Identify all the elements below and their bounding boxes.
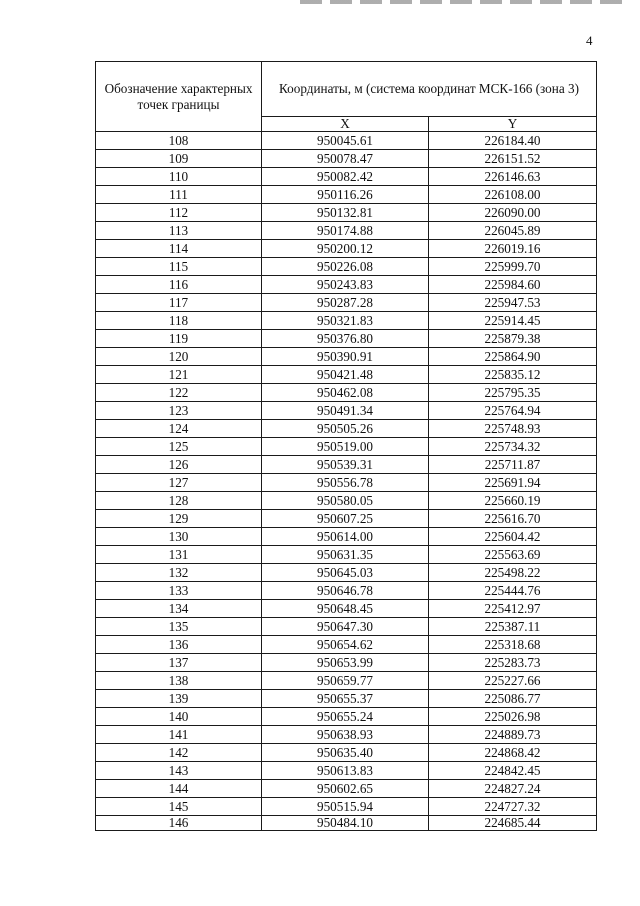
x-coordinate-cell: 950200.12 bbox=[262, 240, 429, 258]
page-number: 4 bbox=[586, 33, 593, 48]
point-id-cell: 145 bbox=[96, 798, 262, 816]
table-row bbox=[96, 276, 597, 294]
x-coordinate-cell: 950505.26 bbox=[262, 420, 429, 438]
table-row bbox=[96, 258, 597, 276]
y-coordinate-cell: 225947.53 bbox=[429, 294, 597, 312]
table-row bbox=[96, 456, 597, 474]
x-coordinate-cell: 950421.48 bbox=[262, 366, 429, 384]
table-row bbox=[96, 654, 597, 672]
point-id-cell: 114 bbox=[96, 240, 262, 258]
coordinates-table bbox=[95, 61, 597, 831]
table-row bbox=[96, 672, 597, 690]
x-coordinate-cell: 950287.28 bbox=[262, 294, 429, 312]
point-id-cell: 139 bbox=[96, 690, 262, 708]
point-id-cell: 128 bbox=[96, 492, 262, 510]
table-row bbox=[96, 186, 597, 204]
point-id-cell: 122 bbox=[96, 384, 262, 402]
point-id-cell: 121 bbox=[96, 366, 262, 384]
table-row bbox=[96, 582, 597, 600]
x-coordinate-cell: 950045.61 bbox=[262, 132, 429, 150]
table-row bbox=[96, 384, 597, 402]
x-coordinate-cell: 950376.80 bbox=[262, 330, 429, 348]
y-coordinate-cell: 225318.68 bbox=[429, 636, 597, 654]
y-coordinate-cell: 225734.32 bbox=[429, 438, 597, 456]
table-row bbox=[96, 564, 597, 582]
x-coordinate-cell: 950580.05 bbox=[262, 492, 429, 510]
x-coordinate-cell: 950655.24 bbox=[262, 708, 429, 726]
y-coordinate-cell: 224868.42 bbox=[429, 744, 597, 762]
point-id-cell: 137 bbox=[96, 654, 262, 672]
y-coordinate-cell: 225748.93 bbox=[429, 420, 597, 438]
table-row bbox=[96, 330, 597, 348]
x-coordinate-cell: 950647.30 bbox=[262, 618, 429, 636]
table-row bbox=[96, 240, 597, 258]
table-row bbox=[96, 402, 597, 420]
table-body bbox=[96, 132, 597, 831]
point-id-cell: 140 bbox=[96, 708, 262, 726]
x-coordinate-cell: 950654.62 bbox=[262, 636, 429, 654]
y-coordinate-cell: 225764.94 bbox=[429, 402, 597, 420]
table-row bbox=[96, 366, 597, 384]
y-coordinate-cell: 225691.94 bbox=[429, 474, 597, 492]
table-row bbox=[96, 132, 597, 150]
scan-artifact bbox=[300, 0, 630, 4]
x-coordinate-cell: 950462.08 bbox=[262, 384, 429, 402]
point-id-cell: 127 bbox=[96, 474, 262, 492]
x-column-header: X bbox=[262, 117, 429, 132]
point-id-cell: 146 bbox=[96, 816, 262, 831]
point-id-cell: 118 bbox=[96, 312, 262, 330]
table-row bbox=[96, 528, 597, 546]
coordinates-column-header: Координаты, м (система координат МСК-166 (зона 3) bbox=[262, 62, 597, 117]
table-row bbox=[96, 348, 597, 366]
point-id-cell: 134 bbox=[96, 600, 262, 618]
x-coordinate-cell: 950226.08 bbox=[262, 258, 429, 276]
point-id-cell: 124 bbox=[96, 420, 262, 438]
y-coordinate-cell: 226090.00 bbox=[429, 204, 597, 222]
point-id-cell: 109 bbox=[96, 150, 262, 168]
point-id-cell: 116 bbox=[96, 276, 262, 294]
table-row bbox=[96, 222, 597, 240]
y-coordinate-cell: 224685.44 bbox=[429, 816, 597, 831]
x-coordinate-cell: 950659.77 bbox=[262, 672, 429, 690]
point-id-cell: 130 bbox=[96, 528, 262, 546]
x-coordinate-cell: 950390.91 bbox=[262, 348, 429, 366]
x-coordinate-cell: 950174.88 bbox=[262, 222, 429, 240]
x-coordinate-cell: 950519.00 bbox=[262, 438, 429, 456]
y-coordinate-cell: 225227.66 bbox=[429, 672, 597, 690]
y-coordinate-cell: 225026.98 bbox=[429, 708, 597, 726]
point-id-cell: 136 bbox=[96, 636, 262, 654]
y-coordinate-cell: 225999.70 bbox=[429, 258, 597, 276]
table-row bbox=[96, 816, 597, 831]
y-coordinate-cell: 226045.89 bbox=[429, 222, 597, 240]
point-id-cell: 142 bbox=[96, 744, 262, 762]
table-row bbox=[96, 780, 597, 798]
table-row bbox=[96, 636, 597, 654]
x-coordinate-cell: 950491.34 bbox=[262, 402, 429, 420]
x-coordinate-cell: 950646.78 bbox=[262, 582, 429, 600]
point-id-cell: 117 bbox=[96, 294, 262, 312]
point-id-cell: 123 bbox=[96, 402, 262, 420]
table-row bbox=[96, 294, 597, 312]
x-coordinate-cell: 950556.78 bbox=[262, 474, 429, 492]
table-row bbox=[96, 474, 597, 492]
x-coordinate-cell: 950082.42 bbox=[262, 168, 429, 186]
y-coordinate-cell: 225914.45 bbox=[429, 312, 597, 330]
x-coordinate-cell: 950116.26 bbox=[262, 186, 429, 204]
table-header-row bbox=[96, 62, 597, 117]
point-id-cell: 135 bbox=[96, 618, 262, 636]
table-row bbox=[96, 744, 597, 762]
y-coordinate-cell: 224827.24 bbox=[429, 780, 597, 798]
point-id-cell: 131 bbox=[96, 546, 262, 564]
y-coordinate-cell: 225984.60 bbox=[429, 276, 597, 294]
x-coordinate-cell: 950638.93 bbox=[262, 726, 429, 744]
point-id-cell: 143 bbox=[96, 762, 262, 780]
table-row bbox=[96, 618, 597, 636]
point-column-header: Обозначение характерных точек границы bbox=[96, 62, 262, 132]
table-row bbox=[96, 420, 597, 438]
table-row bbox=[96, 510, 597, 528]
y-coordinate-cell: 224727.32 bbox=[429, 798, 597, 816]
x-coordinate-cell: 950321.83 bbox=[262, 312, 429, 330]
point-id-cell: 113 bbox=[96, 222, 262, 240]
y-coordinate-cell: 226019.16 bbox=[429, 240, 597, 258]
y-coordinate-cell: 225498.22 bbox=[429, 564, 597, 582]
table-row bbox=[96, 798, 597, 816]
y-coordinate-cell: 226108.00 bbox=[429, 186, 597, 204]
point-id-cell: 129 bbox=[96, 510, 262, 528]
y-coordinate-cell: 225444.76 bbox=[429, 582, 597, 600]
x-coordinate-cell: 950614.00 bbox=[262, 528, 429, 546]
y-coordinate-cell: 225283.73 bbox=[429, 654, 597, 672]
x-coordinate-cell: 950613.83 bbox=[262, 762, 429, 780]
point-id-cell: 133 bbox=[96, 582, 262, 600]
x-coordinate-cell: 950635.40 bbox=[262, 744, 429, 762]
point-id-cell: 138 bbox=[96, 672, 262, 690]
point-id-cell: 108 bbox=[96, 132, 262, 150]
y-coordinate-cell: 226146.63 bbox=[429, 168, 597, 186]
table-row bbox=[96, 438, 597, 456]
y-coordinate-cell: 226184.40 bbox=[429, 132, 597, 150]
table-row bbox=[96, 150, 597, 168]
table-row bbox=[96, 204, 597, 222]
y-coordinate-cell: 225604.42 bbox=[429, 528, 597, 546]
table-row bbox=[96, 726, 597, 744]
table-row bbox=[96, 492, 597, 510]
x-coordinate-cell: 950515.94 bbox=[262, 798, 429, 816]
x-coordinate-cell: 950539.31 bbox=[262, 456, 429, 474]
x-coordinate-cell: 950645.03 bbox=[262, 564, 429, 582]
point-id-cell: 115 bbox=[96, 258, 262, 276]
y-coordinate-cell: 225864.90 bbox=[429, 348, 597, 366]
x-coordinate-cell: 950078.47 bbox=[262, 150, 429, 168]
point-id-cell: 119 bbox=[96, 330, 262, 348]
table-row bbox=[96, 708, 597, 726]
y-coordinate-cell: 225412.97 bbox=[429, 600, 597, 618]
table-header bbox=[96, 62, 597, 132]
point-id-cell: 132 bbox=[96, 564, 262, 582]
y-coordinate-cell: 226151.52 bbox=[429, 150, 597, 168]
point-id-cell: 141 bbox=[96, 726, 262, 744]
y-coordinate-cell: 225387.11 bbox=[429, 618, 597, 636]
y-coordinate-cell: 225879.38 bbox=[429, 330, 597, 348]
table-row bbox=[96, 600, 597, 618]
x-coordinate-cell: 950607.25 bbox=[262, 510, 429, 528]
table-row bbox=[96, 762, 597, 780]
x-coordinate-cell: 950484.10 bbox=[262, 816, 429, 831]
point-id-cell: 120 bbox=[96, 348, 262, 366]
table-row bbox=[96, 690, 597, 708]
point-id-cell: 144 bbox=[96, 780, 262, 798]
x-coordinate-cell: 950631.35 bbox=[262, 546, 429, 564]
point-id-cell: 112 bbox=[96, 204, 262, 222]
table-row bbox=[96, 312, 597, 330]
point-id-cell: 125 bbox=[96, 438, 262, 456]
table-row bbox=[96, 546, 597, 564]
point-id-cell: 110 bbox=[96, 168, 262, 186]
x-coordinate-cell: 950132.81 bbox=[262, 204, 429, 222]
x-coordinate-cell: 950602.65 bbox=[262, 780, 429, 798]
x-coordinate-cell: 950243.83 bbox=[262, 276, 429, 294]
y-column-header: Y bbox=[429, 117, 597, 132]
x-coordinate-cell: 950648.45 bbox=[262, 600, 429, 618]
point-id-cell: 126 bbox=[96, 456, 262, 474]
table-row bbox=[96, 168, 597, 186]
y-coordinate-cell: 225563.69 bbox=[429, 546, 597, 564]
y-coordinate-cell: 225835.12 bbox=[429, 366, 597, 384]
y-coordinate-cell: 225795.35 bbox=[429, 384, 597, 402]
y-coordinate-cell: 225660.19 bbox=[429, 492, 597, 510]
y-coordinate-cell: 225711.87 bbox=[429, 456, 597, 474]
x-coordinate-cell: 950655.37 bbox=[262, 690, 429, 708]
y-coordinate-cell: 224842.45 bbox=[429, 762, 597, 780]
y-coordinate-cell: 224889.73 bbox=[429, 726, 597, 744]
y-coordinate-cell: 225616.70 bbox=[429, 510, 597, 528]
x-coordinate-cell: 950653.99 bbox=[262, 654, 429, 672]
point-id-cell: 111 bbox=[96, 186, 262, 204]
y-coordinate-cell: 225086.77 bbox=[429, 690, 597, 708]
